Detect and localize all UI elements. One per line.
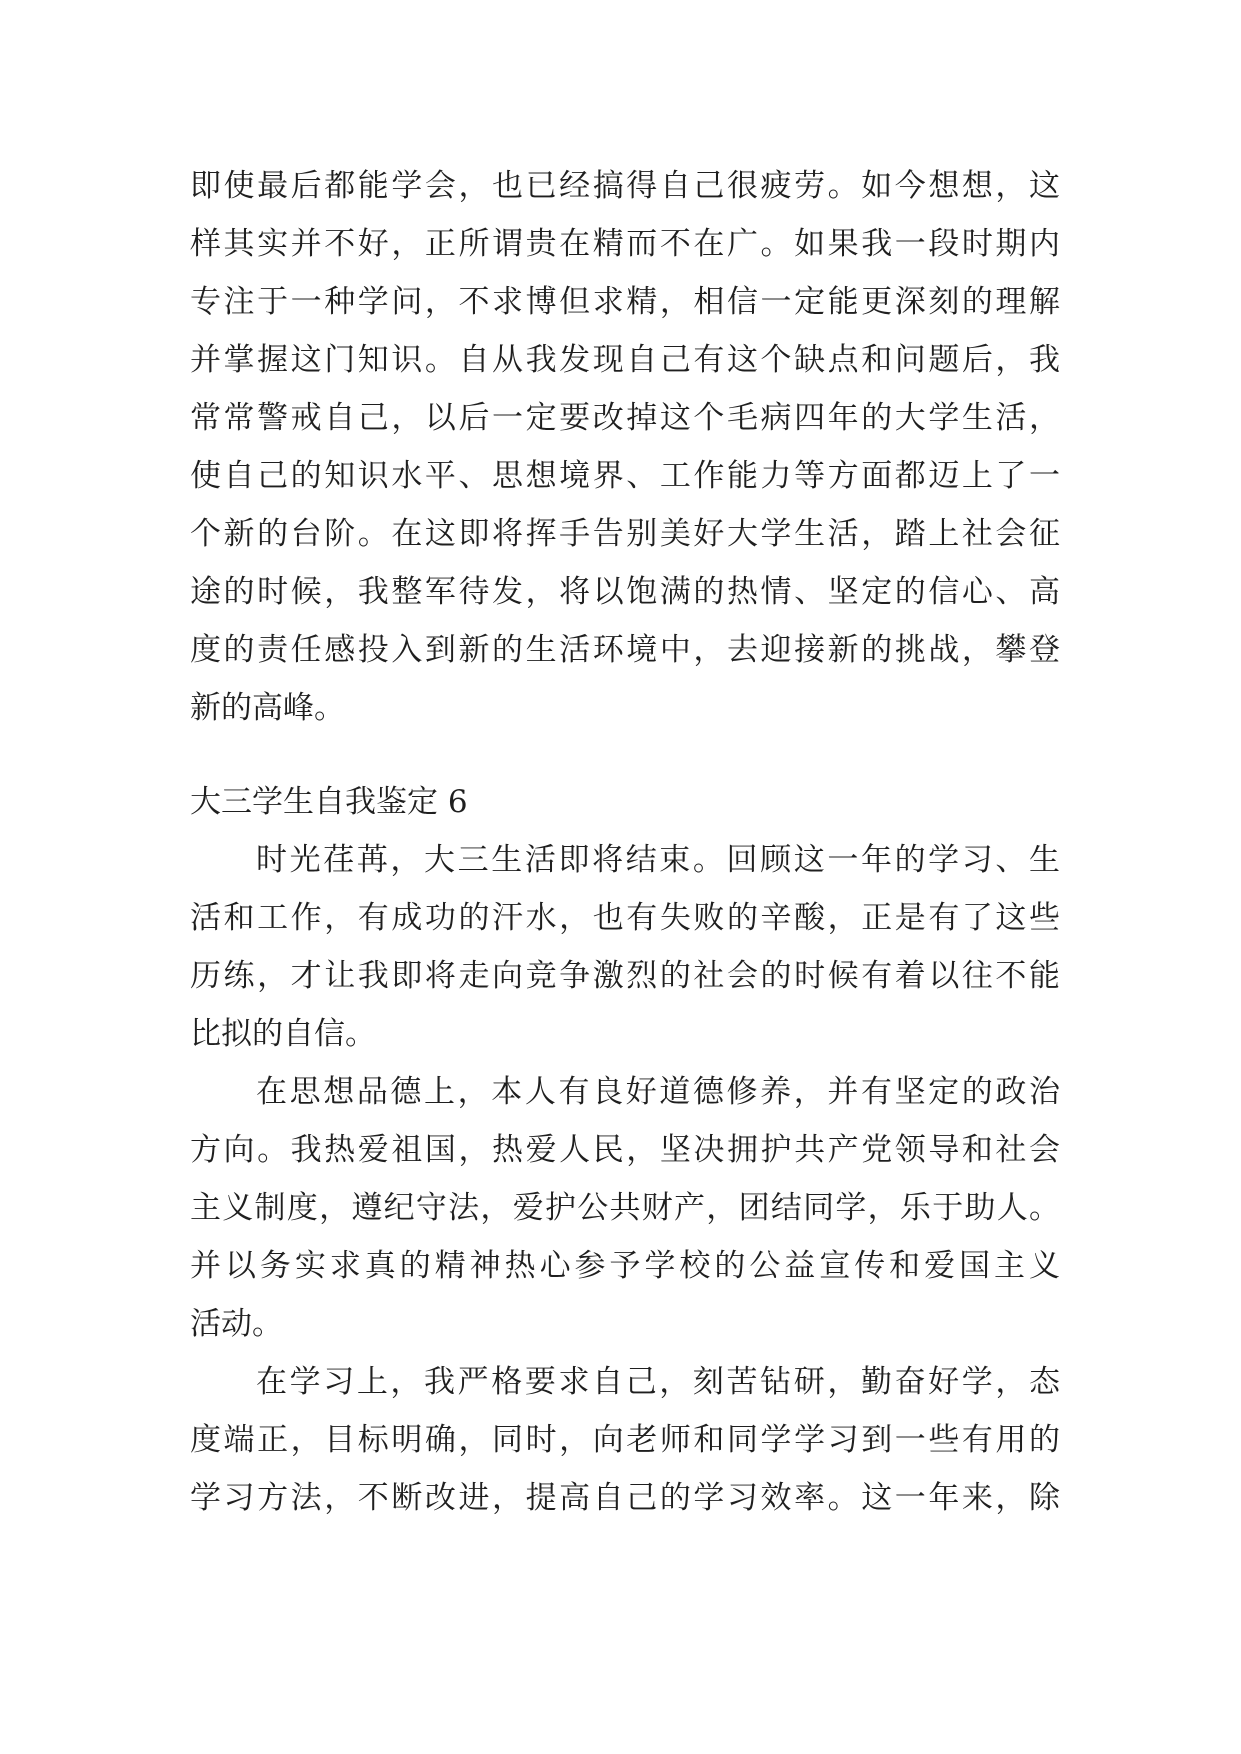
text-line: 途的时候，我整军待发，将以饱满的热情、坚定的信心、高: [190, 574, 1060, 610]
text-line: 常常警戒自己，以后一定要改掉这个毛病四年的大学生活，: [190, 400, 1060, 436]
paragraph-intro: [190, 831, 1060, 1063]
text-line: 方向。我热爱祖国，热爱人民，坚决拥护共产党领导和社会: [190, 1132, 1060, 1168]
text-line: 度端正，目标明确，同时，向老师和同学学习到一些有用的: [190, 1422, 1060, 1458]
text-line: 样其实并不好，正所谓贵在精而不在广。如果我一段时期内: [190, 226, 1060, 262]
text-line: 在思想品德上，本人有良好道德修养，并有坚定的政治: [256, 1074, 1060, 1110]
text-line: 活动。: [190, 1306, 283, 1342]
text-line: 活和工作，有成功的汗水，也有失败的辛酸，正是有了这些: [190, 900, 1060, 936]
text-line: 历练，才让我即将走向竞争激烈的社会的时候有着以往不能: [190, 958, 1060, 994]
text-line: 专注于一种学问，不求博但求精，相信一定能更深刻的理解: [190, 284, 1060, 320]
text-line: 个新的台阶。在这即将挥手告别美好大学生活，踏上社会征: [190, 516, 1060, 552]
text-line: 时光荏苒，大三生活即将结束。回顾这一年的学习、生: [256, 842, 1060, 878]
paragraph-moral-character: [190, 1063, 1060, 1353]
text-line: 使自己的知识水平、思想境界、工作能力等方面都迈上了一: [190, 458, 1060, 494]
text-line: 度的责任感投入到新的生活环境中，去迎接新的挑战，攀登: [190, 632, 1060, 668]
text-line: 比拟的自信。: [190, 1016, 376, 1052]
paragraph-continued: [190, 157, 1060, 737]
text-line: 并以务实求真的精神热心参予学校的公益宣传和爱国主义: [190, 1248, 1060, 1284]
text-line: 学习方法，不断改进，提高自己的学习效率。这一年来，除: [190, 1480, 1060, 1516]
paragraph-study: [190, 1353, 1060, 1527]
text-line: 新的高峰。: [190, 690, 345, 726]
text-line: 并掌握这门知识。自从我发现自己有这个缺点和问题后，我: [190, 342, 1060, 378]
text-line: 主义制度，遵纪守法，爱护公共财产，团结同学，乐于助人。: [190, 1190, 1060, 1226]
section-heading: 大三学生自我鉴定 6: [190, 784, 468, 820]
text-line: 在学习上，我严格要求自己，刻苦钻研，勤奋好学，态: [256, 1364, 1060, 1400]
text-line: 即使最后都能学会，也已经搞得自己很疲劳。如今想想，这: [190, 168, 1060, 204]
